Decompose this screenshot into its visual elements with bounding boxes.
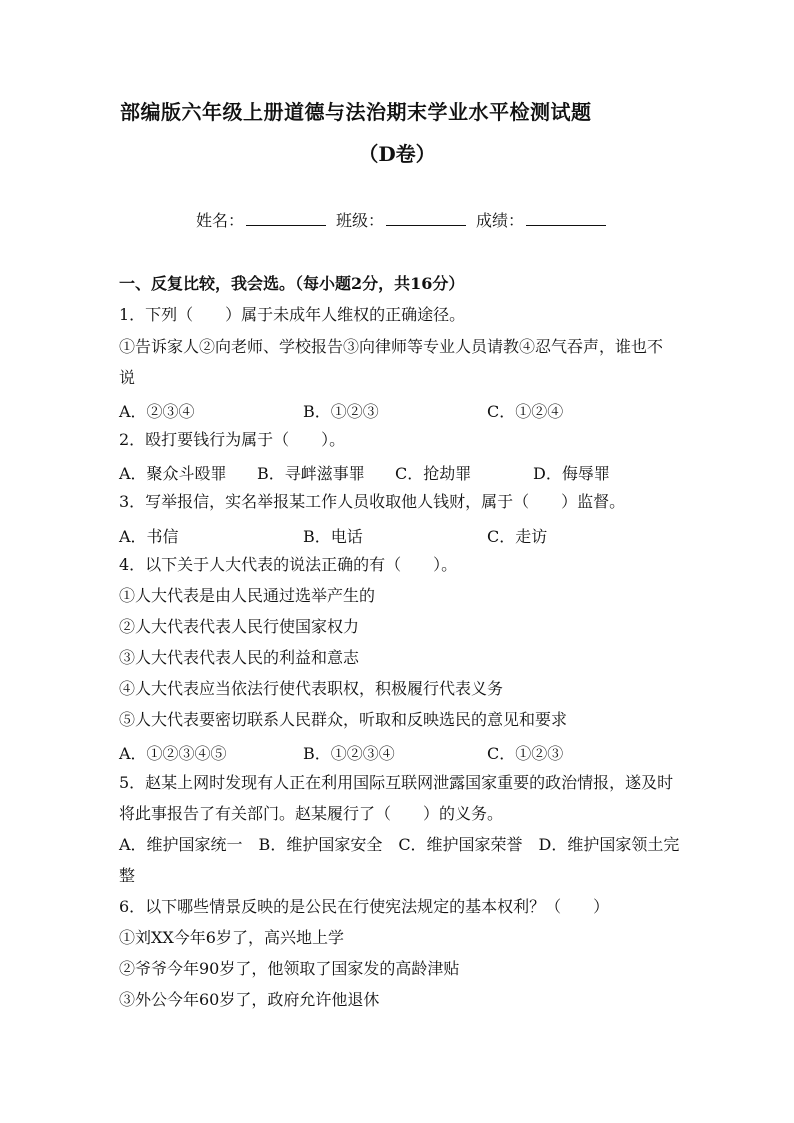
q4-item: ④人大代表应当依法行使代表职权，积极履行代表义务 — [119, 679, 504, 698]
q4-item: ②人大代表代表人民行使国家权力 — [119, 617, 360, 636]
q6-stem: 6．以下哪些情景反映的是公民在行使宪法规定的基本权利？（ ） — [119, 897, 610, 916]
q4-stem: 4．以下关于人大代表的说法正确的有（ ）。 — [119, 555, 458, 574]
exam-title: 部编版六年级上册道德与法治期末学业水平检测试题 — [120, 100, 592, 124]
q1-option-c[interactable]: C．①②④ — [487, 402, 564, 421]
q1-option-a[interactable]: A．②③④ — [119, 402, 195, 421]
student-info-row — [196, 208, 616, 231]
q2-option-c[interactable]: C．抢劫罪 — [395, 464, 472, 483]
q4-item: ③人大代表代表人民的利益和意志 — [119, 648, 360, 667]
q5-options[interactable]: A．维护国家统一 B．维护国家安全 C．维护国家荣誉 D．维护国家领土完 — [119, 835, 680, 854]
class-label: 班级： — [336, 211, 385, 230]
q2-option-d[interactable]: D．侮辱罪 — [533, 464, 610, 483]
section-heading: 一、反复比较，我会选。（每小题2分，共16分） — [119, 274, 465, 293]
subtitle-text: （D卷） — [358, 142, 436, 166]
q1-option-b[interactable]: B．①②③ — [303, 402, 379, 421]
q1-stem: 1．下列（ ）属于未成年人维权的正确途径。 — [119, 305, 466, 324]
q6-item: ③外公今年60岁了，政府允许他退休 — [119, 990, 380, 1009]
q1-options — [119, 399, 679, 419]
name-label: 姓名： — [196, 211, 245, 230]
q4-options — [119, 741, 679, 761]
q5-stem: 5．赵某上网时发现有人正在利用国际互联网泄露国家重要的政治情报，遂及时 — [119, 773, 674, 792]
q1-detail: ①告诉家人②向老师、学校报告③向律师等专业人员请教④忍气吞声，谁也不 — [119, 337, 664, 356]
q1-detail-cont: 说 — [119, 368, 136, 387]
q4-option-c[interactable]: C．①②③ — [487, 744, 564, 763]
q2-option-a[interactable]: A．聚众斗殴罪 — [119, 464, 227, 483]
exam-subtitle — [0, 138, 794, 167]
q2-option-b[interactable]: B．寻衅滋事罪 — [257, 464, 365, 483]
q2-options — [119, 461, 679, 481]
q2-stem: 2．殴打要钱行为属于（ ）。 — [119, 430, 346, 449]
q4-item: ①人大代表是由人民通过选举产生的 — [119, 586, 376, 605]
q3-option-c[interactable]: C．走访 — [487, 527, 548, 546]
q4-option-a[interactable]: A．①②③④⑤ — [119, 744, 227, 763]
q3-option-b[interactable]: B．电话 — [303, 527, 363, 546]
q6-item: ①刘XX今年6岁了，高兴地上学 — [119, 928, 344, 947]
q5-stem-cont: 将此事报告了有关部门。赵某履行了（ ）的义务。 — [119, 804, 504, 823]
name-blank[interactable] — [246, 209, 326, 226]
q4-item: ⑤人大代表要密切联系人民群众，听取和反映选民的意见和要求 — [119, 710, 568, 729]
q4-option-b[interactable]: B．①②③④ — [303, 744, 395, 763]
class-blank[interactable] — [386, 209, 466, 226]
q3-option-a[interactable]: A．书信 — [119, 527, 179, 546]
q6-item: ②爷爷今年90岁了，他领取了国家发的高龄津贴 — [119, 959, 460, 978]
score-label: 成绩： — [476, 211, 525, 230]
q3-options — [119, 524, 679, 544]
q3-stem: 3．写举报信，实名举报某工作人员收取他人钱财，属于（ ）监督。 — [119, 492, 626, 511]
q5-options-cont: 整 — [119, 866, 136, 885]
score-blank[interactable] — [526, 209, 606, 226]
